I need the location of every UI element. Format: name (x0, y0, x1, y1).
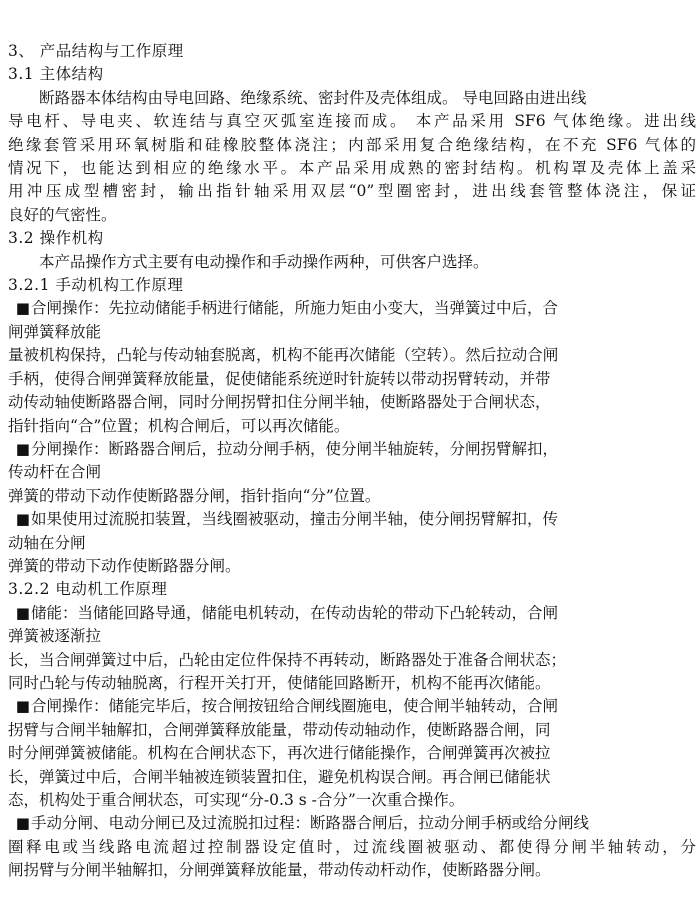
subsection-heading-main-structure: 3.1 主体结构 (8, 65, 104, 84)
subsection-heading-manual-mechanism: 3.2.1 手动机构工作原理 (8, 276, 184, 295)
bullet-line (8, 297, 696, 320)
paragraph-line: 合闸操作：先拉动储能手柄进行储能，所施力矩由小变大，当弹簧过中后，合 (30, 299, 558, 318)
paragraph-line: 长，弹簧过中后，合闸半轴被连锁装置扣住，避免机构误合闸。再合闸已储能状 (8, 767, 551, 786)
paragraph-line: 手柄，使得合闸弹簧释放能量，促使储能系统逆时针旋转以带动拐臂转动，并带 (8, 369, 551, 388)
manual-closing-paragraph (8, 297, 696, 437)
bullet-square-icon: ■ (15, 603, 30, 622)
paragraph-line: 导电杆、导电夹、软连结与真空灭弧室连接而成。 本产品采用 SF6 气体绝缘。进出线 (8, 112, 696, 131)
subsection-heading-operating-mechanism: 3.2 操作机构 (8, 229, 104, 248)
paragraph-line: 弹簧的带动下动作使断路器分闸，指针指向“分”位置。 (8, 486, 381, 505)
bullet-square-icon: ■ (15, 510, 30, 529)
paragraph-line: 用冲压成型槽密封，输出指针轴采用双层“0”型圈密封，进出线套管整体浇注，保证 (8, 182, 696, 201)
paragraph-line: 储能：当储能回路导通，储能电机转动，在传动齿轮的带动下凸轮转动，合闸 (30, 603, 558, 622)
paragraph-line: 态，机构处于重合闸状态，可实现“分-0.3 s -合分”一次重合操作。 (8, 791, 465, 809)
operating-mechanism-intro: 本产品操作方式主要有电动操作和手动操作两种，可供客户选择。 (39, 252, 489, 271)
motor-closing-paragraph (8, 695, 696, 812)
paragraph-line: 量被机构保持，凸轮与传动轴套脱离，机构不能再次储能（空转）。然后拉动合闸 (8, 346, 559, 365)
section-heading: 3、 产品结构与工作原理 (8, 42, 184, 60)
bullet-line (8, 695, 696, 718)
paragraph-line: 情况下，也能达到相应的绝缘水平。本产品采用成熟的密封结构。机构罩及壳体上盖采 (8, 159, 696, 178)
paragraph-line: 弹簧的带动下动作使断路器分闸。 (8, 556, 241, 575)
motor-storage-paragraph (8, 602, 696, 696)
paragraph-line: 时分闸弹簧被储能。机构在合闸状态下，再次进行储能操作，合闸弹簧再次被拉 (8, 744, 551, 763)
paragraph-line: 传动杆在合闸 (8, 463, 102, 482)
paragraph-line: 闸拐臂与分闸半轴解扣，分闸弹簧释放能量，带动传动杆动作，使断路器分闸。 (8, 861, 551, 880)
paragraph-line: 分闸操作：断路器合闸后，拉动分闸手柄，使分闸半轴旋转，分闸拐臂解扣， (30, 439, 558, 458)
paragraph-line: 如果使用过流脱扣装置，当线圈被驱动，撞击分闸半轴，使分闸拐臂解扣，传 (30, 510, 558, 529)
bullet-line (8, 508, 696, 531)
manual-overcurrent-paragraph (8, 508, 696, 578)
bullet-line (8, 602, 696, 625)
paragraph-line: 动轴在分闸 (8, 533, 86, 552)
subsection-heading-motor-mechanism: 3.2.2 电动机工作原理 (8, 580, 168, 599)
paragraph-line: 指针指向“合”位置；机构合闸后，可以再次储能。 (8, 416, 350, 435)
manual-opening-paragraph (8, 438, 696, 508)
paragraph-line: 长，当合闸弹簧过中后，凸轮由定位件保持不再转动，断路器处于准备合闸状态； (8, 650, 567, 669)
bullet-square-icon: ■ (15, 814, 30, 833)
bullet-line (8, 438, 696, 461)
paragraph-line: 绝缘套管采用环氧树脂和硅橡胶整体浇注；内部采用复合绝缘结构，在不充 SF6 气体的 (8, 135, 696, 154)
bullet-square-icon: ■ (15, 697, 30, 716)
paragraph-line: 动传动轴使断路器合闸，同时分闸拐臂扣住分闸半轴，使断路器处于合闸状态， (8, 393, 551, 412)
bullet-square-icon: ■ (15, 439, 30, 458)
paragraph-line: 同时凸轮与传动轴脱离，行程开关打开，使储能回路断开，机构不能再次储能。 (8, 673, 551, 692)
paragraph-line: 圈释电或当线路电流超过控制器设定值时，过流线圈被驱动、都使得分闸半轴转动，分 (8, 837, 696, 856)
paragraph-line: 手动分闸、电动分闸已及过流脱扣过程：断路器合闸后，拉动分闸手柄或给分闸线 (30, 814, 589, 833)
bullet-square-icon: ■ (15, 299, 30, 318)
paragraph-line: 合闸操作：储能完毕后，按合闸按钮给合闸线圈施电，使合闸半轴转动，合闸 (30, 697, 558, 716)
motor-tripping-paragraph (8, 812, 696, 882)
paragraph-line: 拐臂与合闸半轴解扣，合闸弹簧释放能量，带动传动轴动作，使断路器合闸，同 (8, 720, 551, 739)
paragraph-line: 弹簧被逐渐拉 (8, 627, 102, 646)
paragraph-line: 良好的气密性。 (8, 205, 117, 224)
paragraph-line: 闸弹簧释放能 (8, 322, 102, 341)
main-structure-paragraph (8, 87, 696, 227)
paragraph-line: 断路器本体结构由导电回路、绝缘系统、密封件及壳体组成。 导电回路由进出线 (39, 88, 587, 107)
bullet-line (8, 812, 696, 835)
